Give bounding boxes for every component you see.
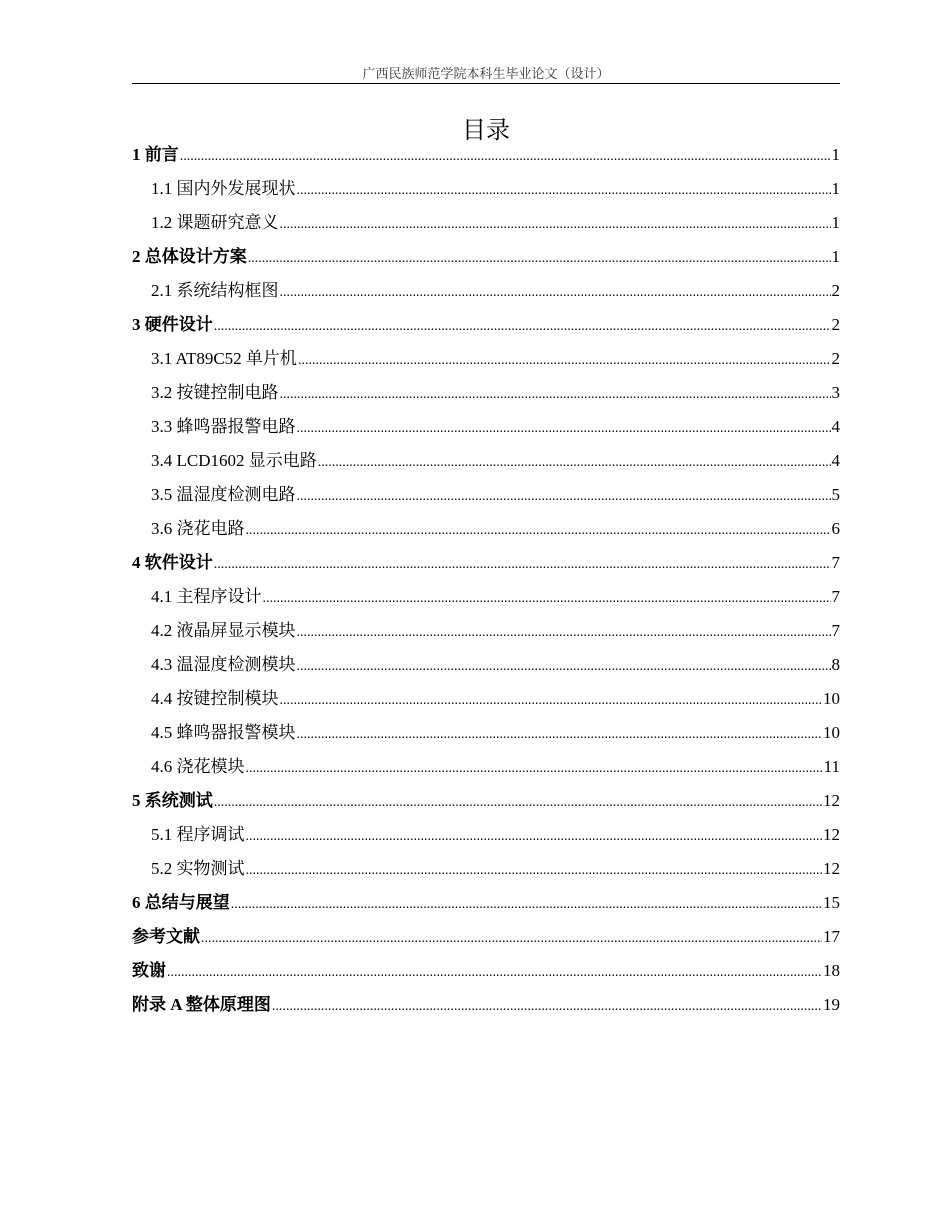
toc-entry[interactable]: [132, 682, 840, 716]
toc-entry-label: 2 总体设计方案: [132, 247, 247, 266]
toc-entry-page-number: 4: [831, 417, 840, 436]
toc-leader-dots: [297, 616, 831, 650]
toc-leader-dots: [297, 412, 831, 446]
toc-entry-page-number: 2: [831, 349, 840, 368]
toc-entry-page-number: 15: [823, 893, 840, 912]
toc-leader-dots: [214, 310, 831, 344]
table-of-contents: [132, 138, 840, 1022]
toc-entry-label: 5 系统测试: [132, 791, 213, 810]
toc-entry[interactable]: [132, 206, 840, 240]
toc-entry-page-number: 2: [831, 281, 840, 300]
toc-entry[interactable]: [132, 886, 840, 920]
toc-leader-dots: [246, 820, 823, 854]
toc-leader-dots: [272, 990, 822, 1024]
toc-title: 目录: [462, 116, 510, 144]
toc-entry-page-number: 19: [823, 995, 840, 1014]
toc-entry[interactable]: [132, 954, 840, 988]
page-header: 广西民族师范学院本科生毕业论文（设计）: [362, 66, 610, 81]
toc-entry[interactable]: [132, 546, 840, 580]
toc-entry[interactable]: [132, 138, 840, 172]
toc-entry-page-number: 6: [831, 519, 840, 538]
toc-leader-dots: [298, 344, 831, 378]
toc-entry-label: 4 软件设计: [132, 553, 213, 572]
toc-entry-label: 3.6 浇花电路: [151, 519, 245, 538]
toc-entry-page-number: 1: [831, 213, 840, 232]
toc-leader-dots: [167, 956, 822, 990]
toc-entry-page-number: 5: [831, 485, 840, 504]
toc-leader-dots: [246, 854, 823, 888]
toc-entry-page-number: 1: [831, 247, 840, 266]
toc-entry-label: 4.5 蜂鸣器报警模块: [151, 723, 296, 742]
toc-leader-dots: [280, 276, 831, 310]
toc-entry-label: 参考文献: [132, 927, 200, 946]
toc-entry[interactable]: [132, 852, 840, 886]
toc-entry-page-number: 7: [831, 587, 840, 606]
toc-leader-dots: [214, 548, 831, 582]
toc-leader-dots: [280, 208, 831, 242]
toc-entry-label: 1.1 国内外发展现状: [151, 179, 296, 198]
toc-entry[interactable]: [132, 614, 840, 648]
toc-entry[interactable]: [132, 172, 840, 206]
toc-entry[interactable]: [132, 512, 840, 546]
toc-entry-label: 4.6 浇花模块: [151, 757, 245, 776]
toc-entry-page-number: 7: [831, 621, 840, 640]
toc-entry-label: 4.3 温湿度检测模块: [151, 655, 296, 674]
toc-entry[interactable]: [132, 376, 840, 410]
toc-leader-dots: [263, 582, 831, 616]
toc-entry[interactable]: [132, 716, 840, 750]
toc-entry[interactable]: [132, 478, 840, 512]
toc-entry[interactable]: [132, 240, 840, 274]
toc-entry-page-number: 1: [831, 179, 840, 198]
toc-leader-dots: [297, 718, 823, 752]
toc-entry-label: 1.2 课题研究意义: [151, 213, 279, 232]
toc-leader-dots: [318, 446, 831, 480]
toc-entry-page-number: 4: [831, 451, 840, 470]
toc-leader-dots: [246, 514, 831, 548]
toc-entry[interactable]: [132, 988, 840, 1022]
toc-leader-dots: [297, 174, 831, 208]
toc-entry-label: 3.3 蜂鸣器报警电路: [151, 417, 296, 436]
toc-leader-dots: [280, 684, 823, 718]
toc-entry-page-number: 2: [831, 315, 840, 334]
header-divider: [132, 83, 840, 84]
toc-entry-label: 3 硬件设计: [132, 315, 213, 334]
toc-entry-page-number: 1: [831, 145, 840, 164]
toc-entry-label: 4.2 液晶屏显示模块: [151, 621, 296, 640]
toc-entry-label: 3.5 温湿度检测电路: [151, 485, 296, 504]
toc-entry-label: 6 总结与展望: [132, 893, 230, 912]
toc-leader-dots: [297, 480, 831, 514]
toc-entry[interactable]: [132, 750, 840, 784]
toc-entry-label: 5.1 程序调试: [151, 825, 245, 844]
toc-entry-page-number: 12: [823, 791, 840, 810]
toc-entry-label: 5.2 实物测试: [151, 859, 245, 878]
toc-entry[interactable]: [132, 274, 840, 308]
toc-entry-label: 4.1 主程序设计: [151, 587, 262, 606]
toc-entry-label: 2.1 系统结构框图: [151, 281, 279, 300]
toc-leader-dots: [201, 922, 822, 956]
toc-leader-dots: [280, 378, 831, 412]
toc-leader-dots: [246, 752, 823, 786]
toc-entry-label: 4.4 按键控制模块: [151, 689, 279, 708]
toc-entry[interactable]: [132, 410, 840, 444]
toc-entry-page-number: 10: [823, 689, 840, 708]
toc-entry-label: 致谢: [132, 961, 166, 980]
toc-entry-label: 3.1 AT89C52 单片机: [151, 349, 297, 368]
toc-entry[interactable]: [132, 308, 840, 342]
toc-entry-label: 3.4 LCD1602 显示电路: [151, 451, 317, 470]
toc-entry-page-number: 11: [823, 757, 840, 776]
toc-entry-label: 3.2 按键控制电路: [151, 383, 279, 402]
toc-entry-page-number: 12: [823, 825, 840, 844]
toc-entry-page-number: 17: [823, 927, 840, 946]
toc-entry[interactable]: [132, 580, 840, 614]
toc-entry-page-number: 3: [831, 383, 840, 402]
toc-entry-page-number: 8: [831, 655, 840, 674]
toc-leader-dots: [231, 888, 822, 922]
toc-leader-dots: [297, 650, 831, 684]
toc-leader-dots: [180, 140, 831, 174]
toc-leader-dots: [214, 786, 822, 820]
toc-entry[interactable]: [132, 444, 840, 478]
toc-entry-label: 附录 A 整体原理图: [132, 995, 271, 1014]
toc-entry-page-number: 7: [831, 553, 840, 572]
toc-entry[interactable]: [132, 920, 840, 954]
toc-entry[interactable]: [132, 648, 840, 682]
toc-entry-label: 1 前言: [132, 145, 179, 164]
toc-entry-page-number: 12: [823, 859, 840, 878]
toc-entry[interactable]: [132, 784, 840, 818]
toc-entry-page-number: 18: [823, 961, 840, 980]
toc-entry[interactable]: [132, 818, 840, 852]
toc-leader-dots: [248, 242, 831, 276]
toc-entry[interactable]: [132, 342, 840, 376]
toc-entry-page-number: 10: [823, 723, 840, 742]
